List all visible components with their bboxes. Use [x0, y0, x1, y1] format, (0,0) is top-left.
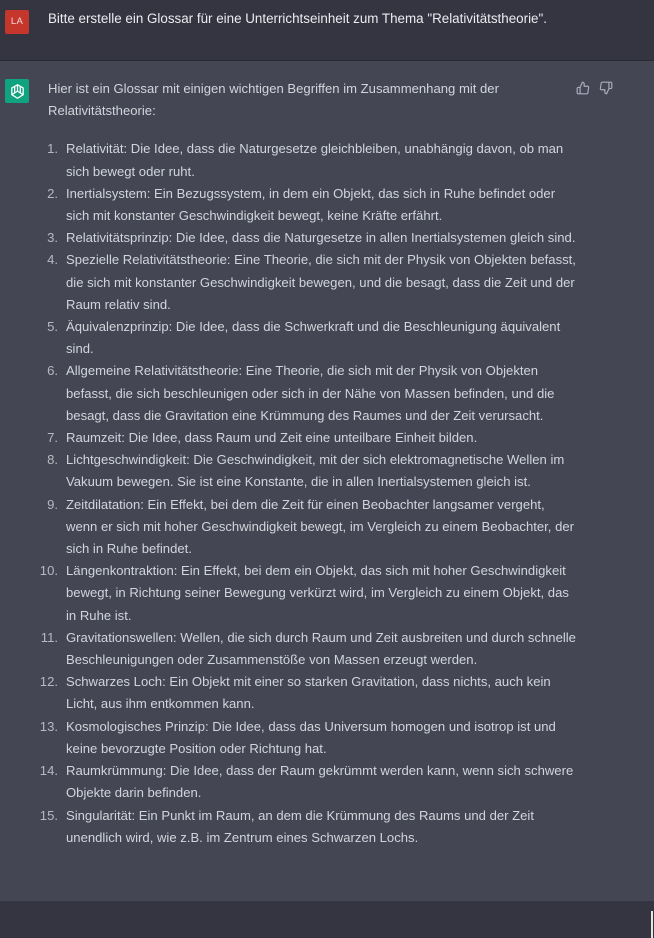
glossary-item — [39, 805, 578, 849]
glossary-item — [48, 360, 578, 427]
glossary-item-number: 10. — [39, 563, 58, 579]
glossary-item — [48, 138, 578, 182]
glossary-item-number: 6. — [47, 363, 58, 379]
glossary-item-number: 5. — [47, 319, 58, 335]
glossary-item-text: Relativitätsprinzip: Die Idee, dass die Naturgesetze in allen Inertialsystemen gleich sind. — [66, 230, 576, 246]
glossary-item-number: 9. — [47, 496, 58, 512]
glossary-item — [39, 716, 578, 760]
glossary-item-number: 4. — [47, 252, 58, 268]
glossary-item-text: Spezielle Relativitätstheorie: Eine Theorie, die sich mit der Physik von Objekten befasst, die sich mit konstanter Geschwindigkeit bewegen, und die besagt, dass die Zeit und der Raum relativ sind. — [66, 252, 576, 312]
glossary-item — [40, 627, 578, 671]
glossary-item-text: Schwarzes Loch: Ein Objekt mit einer so starken Gravitation, dass nichts, auch kein Licht, aus ihm entkommen kann. — [66, 674, 551, 712]
glossary-item-text: Längenkontraktion: Ein Effekt, bei dem ein Objekt, das sich mit hoher Geschwindigkeit bewegt, in Richtung seiner Bewegung verkürzt wird, im Vergleich zu einem Objekt, das in Ruhe ist. — [66, 563, 569, 623]
thumbs-down-icon[interactable] — [599, 81, 613, 95]
user-message-row — [0, 0, 654, 61]
feedback-buttons — [576, 81, 613, 95]
bottom-bar — [0, 901, 654, 938]
user-message-text: Bitte erstelle ein Glossar für eine Unterrichtseinheit zum Thema "Relativitätstheorie". — [48, 11, 547, 26]
glossary-item — [48, 249, 578, 316]
glossary-item — [39, 560, 578, 627]
glossary-item-text: Äquivalenzprinzip: Die Idee, dass die Schwerkraft und die Beschleunigung äquivalent sind. — [66, 319, 561, 357]
glossary-item-text: Allgemeine Relativitätstheorie: Eine Theorie, die sich mit der Physik von Objekten befasst, die sich beschleunigen oder sich in der Nähe von Massen befinden, und die besagt, dass die Gravitation eine Krümmung des Raumes und der Zeit verursacht. — [66, 363, 555, 423]
thumbs-up-icon[interactable] — [576, 81, 590, 95]
user-avatar: LA — [5, 10, 29, 34]
glossary-item — [48, 316, 578, 360]
glossary-item-text: Singularität: Ein Punkt im Raum, an dem die Krümmung des Raums und der Zeit unendlich wird, wie z.B. im Zentrum eines Schwarzen Lochs. — [66, 807, 534, 845]
scroll-indicator[interactable] — [651, 911, 653, 938]
glossary-item-number: 1. — [47, 141, 58, 157]
openai-logo-icon — [5, 79, 29, 103]
glossary-item — [48, 494, 578, 561]
glossary-item-text: Raumzeit: Die Idee, dass Raum und Zeit eine unteilbare Einheit bilden. — [66, 430, 478, 446]
glossary-item-number: 13. — [39, 718, 58, 734]
glossary-item-number: 2. — [47, 185, 58, 201]
assistant-intro: Hier ist ein Glossar mit einigen wichtigen Begriffen im Zusammenhang mit der Relativitätstheorie: — [48, 81, 499, 119]
glossary-item-number: 15. — [39, 807, 58, 823]
glossary-item-text: Gravitationswellen: Wellen, die sich durch Raum und Zeit ausbreiten und durch schnelle Beschleunigungen oder Zusammenstöße von Massen erzeugt werden. — [66, 629, 576, 668]
glossary-item — [48, 449, 578, 493]
glossary-item-text: Relativität: Die Idee, dass die Naturgesetze gleichbleiben, unabhängig davon, ob man sich bewegt oder ruht. — [66, 141, 564, 179]
glossary-item — [48, 427, 578, 449]
glossary-list — [39, 138, 578, 849]
glossary-item-text: Raumkrümmung: Die Idee, dass der Raum gekrümmt werden kann, wenn sich schwere Objekte darin befinden. — [66, 763, 574, 801]
glossary-item — [48, 227, 578, 249]
glossary-item — [39, 671, 578, 715]
glossary-item-text: Lichtgeschwindigkeit: Die Geschwindigkeit, mit der sich elektromagnetische Wellen im Vakuum bewegen. Sie ist eine Konstante, die in allen Inertialsystemen gleich ist. — [66, 452, 565, 490]
glossary-item-number: 7. — [47, 430, 58, 446]
glossary-item-text: Zeitdilatation: Ein Effekt, bei dem die Zeit für einen Beobachter langsamer vergeht, wenn er sich mit hoher Geschwindigkeit bewegt, im Vergleich zu einem Beobachter, der sich in Ruhe befindet. — [66, 496, 575, 557]
assistant-message-content — [39, 78, 578, 849]
glossary-item — [39, 760, 578, 804]
glossary-item-number: 8. — [47, 452, 58, 468]
glossary-item — [48, 183, 578, 227]
glossary-item-number: 3. — [47, 230, 58, 246]
glossary-item-text: Kosmologisches Prinzip: Die Idee, dass das Universum homogen und isotrop ist und keine bevorzugte Position oder Richtung hat. — [66, 718, 556, 756]
glossary-item-number: 11. — [40, 629, 58, 645]
glossary-item-text: Inertialsystem: Ein Bezugssystem, in dem ein Objekt, das sich in Ruhe befindet oder sich mit konstanter Geschwindigkeit bewegt, keine Kräfte erfährt. — [66, 185, 556, 224]
glossary-item-number: 12. — [39, 674, 58, 690]
glossary-item-number: 14. — [39, 763, 58, 779]
assistant-message-row — [0, 61, 654, 901]
